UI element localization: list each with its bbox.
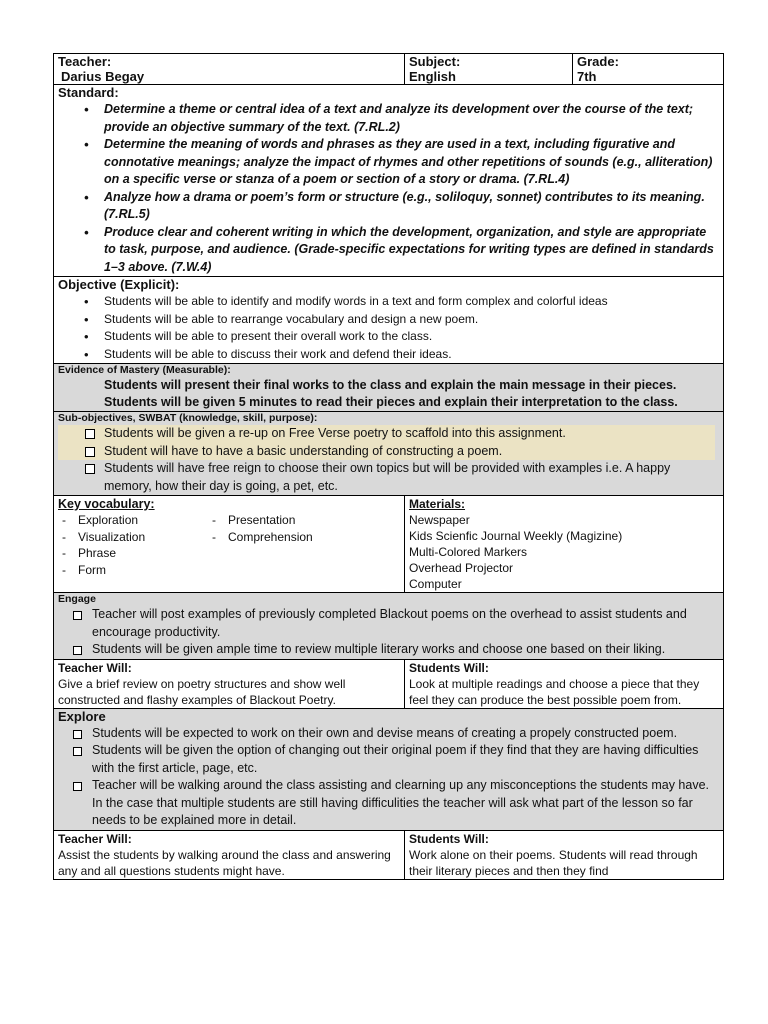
subject-cell — [405, 54, 573, 85]
engage-title: Engage — [58, 593, 96, 605]
explore-will-row — [54, 830, 724, 879]
evidence-row — [54, 364, 724, 412]
engage-item: Students will be given ample time to review multiple literary works and choose one based on their liking. — [46, 641, 719, 659]
grade-value: 7th — [577, 69, 597, 84]
explore-teacher-cell — [54, 830, 405, 879]
teacher-cell — [54, 54, 405, 85]
vocab-materials-row — [54, 496, 724, 593]
vocabulary-term: - Comprehension — [208, 529, 313, 546]
engage-teacher-text: Give a brief review on poetry structures and show well constructed and flashy examples of Blackout Poetry. — [58, 676, 346, 707]
objective-item: • Students will be able to discuss their work and defend their ideas. — [58, 346, 719, 364]
objective-item: • Students will be able to identify and modify words in a text and form complex and colorful ideas — [58, 293, 719, 311]
engage-teacher-label: Teacher Will: — [58, 660, 132, 675]
subobjectives-cell — [54, 412, 724, 496]
engage-students-text: Look at multiple readings and choose a piece that they feel they can produce the best possible poem from. — [409, 676, 700, 707]
standard-item: • Determine the meaning of words and phrases as they are used in a text, including figurative and connotative meanings; analyze the impact of rhymes and other repetitions of sounds (e.g., alliteration) on a specific verse or stanza of a poem or section of a story or drama. (7.RL.4) — [58, 136, 719, 189]
lesson-plan-page — [53, 53, 723, 880]
engage-item: Teacher will post examples of previously completed Blackout poems on the overhead to assist students and encourage productivity. — [46, 606, 719, 641]
vocabulary-term: - Exploration — [58, 512, 208, 529]
lesson-plan-table — [53, 53, 724, 880]
standard-item: • Produce clear and coherent writing in which the development, organization, and style are appropriate to task, purpose, and audience. (Grade-specific expectations for writing types are defined in standards 1–3 above. (7.W.4) — [58, 224, 719, 277]
explore-item: Students will be given the option of changing out their original poem if they find that they are having difficulties with the first article, page, etc. — [46, 742, 719, 777]
teacher-label: Teacher: — [58, 54, 112, 69]
vocabulary-title: Key vocabulary: — [58, 497, 155, 511]
engage-will-row — [54, 659, 724, 708]
evidence-text: Students will present their final works to the class and explain the main message in their pieces. Students will be given 5 minutes to read their pieces and explain their interpretation to the class. — [104, 378, 678, 409]
vocabulary-list-1 — [58, 512, 208, 578]
header-row — [54, 54, 724, 85]
explore-title: Explore — [58, 708, 106, 724]
engage-students-cell — [405, 659, 724, 708]
grade-label: Grade: — [577, 54, 619, 69]
subobjective-item: Students will have free reign to choose their own topics but will be provided with examples i.e. A happy memory, how their day is going, a pet, etc. — [58, 460, 719, 495]
vocabulary-term: - Visualization — [58, 529, 208, 546]
engage-teacher-cell — [54, 659, 405, 708]
vocabulary-columns — [58, 512, 400, 578]
explore-item: Students will be expected to work on their own and devise means of creating a propely constructed poem. — [46, 725, 719, 743]
engage-row — [54, 593, 724, 660]
standard-item: • Determine a theme or central idea of a text and analyze its development over the course of the text; provide an objective summary of the text. (7.RL.2) — [58, 101, 719, 136]
material-item: Multi-Colored Markers — [409, 545, 528, 559]
subobjectives-row — [54, 412, 724, 496]
explore-teacher-text: Assist the students by walking around the class and answering any and all questions students might have. — [58, 847, 391, 878]
explore-teacher-label: Teacher Will: — [58, 831, 132, 846]
objective-item: • Students will be able to rearrange vocabulary and design a new poem. — [58, 311, 719, 329]
objective-cell — [54, 277, 724, 364]
subobjectives-list — [58, 425, 719, 495]
teacher-name: Darius Begay — [61, 69, 145, 84]
materials-cell — [405, 496, 724, 593]
objective-title: Objective (Explicit): — [58, 277, 180, 292]
vocabulary-term: - Presentation — [208, 512, 313, 529]
engage-cell — [54, 593, 724, 660]
explore-list — [46, 725, 719, 830]
explore-item: Teacher will be walking around the class assisting and clearning up any misconceptions the students may have. In the case that multiple students are still having difficulities the teacher will ask what part of the lesson so far needs to be explained more in detail. — [46, 777, 719, 830]
standard-cell — [54, 85, 724, 277]
engage-students-label: Students Will: — [409, 660, 489, 675]
standard-row — [54, 85, 724, 277]
evidence-title: Evidence of Mastery (Measurable): — [58, 364, 231, 376]
vocabulary-list-2 — [208, 512, 313, 578]
standard-item: • Analyze how a drama or poem’s form or structure (e.g., soliloquy, sonnet) contributes to its meaning. (7.RL.5) — [58, 189, 719, 224]
subobjective-item: Students will be given a re-up on Free Verse poetry to scaffold into this assignment. — [58, 425, 715, 443]
material-item: Newspaper — [409, 513, 470, 527]
vocabulary-cell — [54, 496, 405, 593]
subject-label: Subject: — [409, 54, 461, 69]
explore-cell — [54, 708, 724, 830]
standard-title: Standard: — [58, 85, 119, 100]
explore-students-label: Students Will: — [409, 831, 489, 846]
subobjective-item: Student will have to have a basic understanding of constructing a poem. — [58, 443, 715, 461]
engage-list — [46, 606, 719, 659]
material-item: Overhead Projector — [409, 561, 514, 575]
subject-value: English — [409, 69, 456, 84]
material-item: Kids Scienfic Journal Weekly (Magizine) — [409, 529, 623, 543]
objective-list — [58, 293, 719, 363]
subobjectives-title: Sub-objectives, SWBAT (knowledge, skill, purpose): — [58, 412, 318, 424]
objective-row — [54, 277, 724, 364]
materials-title: Materials: — [409, 497, 466, 511]
material-item: Computer — [409, 577, 462, 591]
evidence-cell — [54, 364, 724, 412]
vocabulary-term: - Form — [58, 562, 208, 579]
explore-row — [54, 708, 724, 830]
grade-cell — [573, 54, 724, 85]
vocabulary-term: - Phrase — [58, 545, 208, 562]
explore-students-cell — [405, 830, 724, 879]
explore-students-text: Work alone on their poems. Students will read through their literary pieces and then they find — [409, 847, 698, 878]
objective-item: • Students will be able to present their overall work to the class. — [58, 328, 719, 346]
standard-list — [58, 101, 719, 276]
